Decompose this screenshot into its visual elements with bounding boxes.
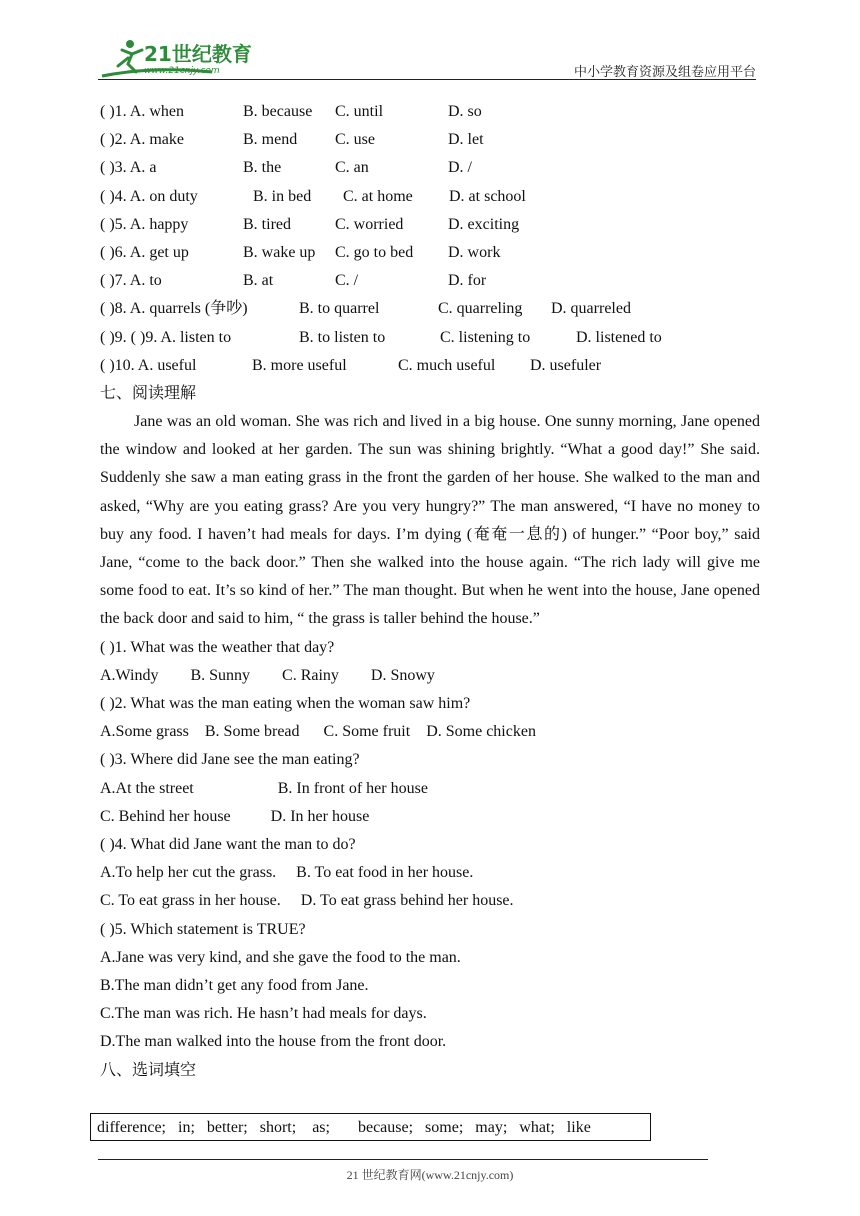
choice-option-d: D. exciting — [448, 215, 520, 233]
question-line: C. To eat grass in her house. D. To eat grass behind her house. — [100, 892, 514, 910]
choice-row — [100, 352, 760, 380]
choice-option-d: D. at school — [449, 187, 526, 205]
question-line: C.The man was rich. He hasn’t had meals for days. — [100, 1005, 427, 1023]
logo-text: 21世纪教育 — [144, 42, 252, 66]
choice-option-num: ( )3. A. a — [100, 159, 157, 177]
question-line: ( )4. What did Jane want the man to do? — [100, 836, 356, 853]
choice-option-b: B. to listen to — [299, 328, 386, 346]
choice-option-num: ( )7. A. to — [100, 272, 162, 290]
choice-row — [100, 154, 760, 182]
question-line: ( )5. Which statement is TRUE? — [100, 920, 306, 938]
logo-url: www.21cnjy.com — [144, 66, 220, 76]
choice-option-num: ( )1. A. when — [100, 103, 184, 120]
footer-divider — [98, 1159, 708, 1160]
question-line: ( )2. What was the man eating when the woman saw him? — [100, 695, 471, 713]
choice-row — [100, 126, 760, 154]
choice-option-b: B. because — [243, 103, 313, 120]
choice-option-b: B. mend — [243, 131, 298, 149]
question-line: A.To help her cut the grass. B. To eat food in her house. — [100, 864, 474, 882]
choice-option-b: B. the — [243, 159, 282, 177]
choice-option-c: C. until — [335, 103, 384, 120]
choice-option-d: D. listened to — [576, 328, 662, 346]
choice-option-c: C. quarreling — [438, 300, 523, 318]
choice-option-c: C. much useful — [398, 356, 496, 374]
reading-questions — [100, 634, 760, 1057]
choice-option-d: D. for — [448, 272, 487, 290]
document-body — [100, 98, 760, 1085]
question-line: D.The man walked into the house from the front door. — [100, 1033, 447, 1051]
reading-passage: Jane was an old woman. She was rich and lived in a big house. One sunny morning, Jane opened the window and looked at her garden. The sun was shining brightly. “What a good day!” She said. Suddenly she saw a man eating grass in the front the garden of her house. She walked to the man and asked, “Why are you eating grass? Are you very hungry?” The man answered, “I have no money to buy any food. I haven’t had meals for days. I’m dying (奄奄一息的) of hunger.” “Poor boy,” said Jane, “come to the back door.” Then she walked into the house again. “The rich lady will give me some food to eat. It’s so kind of her.” The man thought. But when he went into the house, Jane opened the back door and said to him, “ the grass is taller behind the house.” — [100, 413, 760, 628]
site-logo — [92, 36, 262, 80]
choice-row — [100, 98, 760, 126]
choice-option-d: D. quarreled — [551, 300, 631, 318]
choice-option-d: D. work — [448, 243, 501, 261]
choice-option-num: ( )10. A. useful — [100, 356, 197, 374]
choice-option-c: C. go to bed — [335, 243, 414, 261]
choice-option-num: ( )6. A. get up — [100, 243, 189, 261]
question-line: A.Some grass B. Some bread C. Some fruit D. Some chicken — [100, 723, 536, 741]
choice-option-num: ( )2. A. make — [100, 131, 184, 149]
choice-row — [100, 183, 760, 211]
choice-option-d: D. so — [448, 103, 482, 120]
choice-row — [100, 239, 760, 267]
choice-option-c: C. listening to — [440, 328, 531, 346]
choice-option-num: ( )8. A. quarrels (争吵) — [100, 300, 248, 318]
choice-option-b: B. more useful — [252, 356, 347, 374]
question-line: ( )3. Where did Jane see the man eating? — [100, 751, 360, 769]
choice-option-num: ( )9. ( )9. A. listen to — [100, 328, 232, 346]
choice-row — [100, 295, 760, 323]
header-divider — [98, 79, 756, 80]
question-line: B.The man didn’t get any food from Jane. — [100, 976, 369, 994]
choice-option-c: C. use — [335, 131, 375, 149]
choice-option-b: B. to quarrel — [299, 300, 380, 318]
footer-text: 21 世纪教育网(www.21cnjy.com) — [346, 1168, 514, 1182]
choice-option-b: B. in bed — [253, 187, 312, 205]
choice-option-num: ( )4. A. on duty — [100, 187, 198, 205]
question-line: A.Jane was very kind, and she gave the food to the man. — [100, 948, 461, 966]
question-line: ( )1. What was the weather that day? — [100, 638, 335, 656]
section-title-word-fill: 八、选词填空 — [100, 1061, 197, 1079]
choice-option-num: ( )5. A. happy — [100, 215, 189, 233]
word-bank-box: difference; in; better; short; as; because; some; may; what; like — [90, 1113, 651, 1141]
question-line: A.At the street B. In front of her house — [100, 779, 428, 797]
choice-option-c: C. / — [335, 272, 359, 290]
choice-row — [100, 211, 760, 239]
choice-option-d: D. / — [448, 159, 472, 177]
choice-option-c: C. at home — [343, 187, 413, 205]
choice-row — [100, 267, 760, 295]
question-line: C. Behind her house D. In her house — [100, 807, 370, 825]
choice-row — [100, 324, 760, 352]
choice-option-d: D. usefuler — [530, 356, 602, 374]
choice-option-b: B. wake up — [243, 243, 316, 261]
choice-option-c: C. worried — [335, 215, 404, 233]
section-title-reading: 七、阅读理解 — [100, 384, 197, 402]
choice-option-c: C. an — [335, 159, 369, 177]
choice-option-b: B. at — [243, 272, 274, 290]
question-line: A.Windy B. Sunny C. Rainy D. Snowy — [100, 666, 435, 684]
cloze-choices — [100, 98, 760, 380]
header-platform-text: 中小学教育资源及组卷应用平台 — [573, 64, 756, 79]
choice-option-b: B. tired — [243, 215, 291, 233]
choice-option-d: D. let — [448, 131, 484, 149]
